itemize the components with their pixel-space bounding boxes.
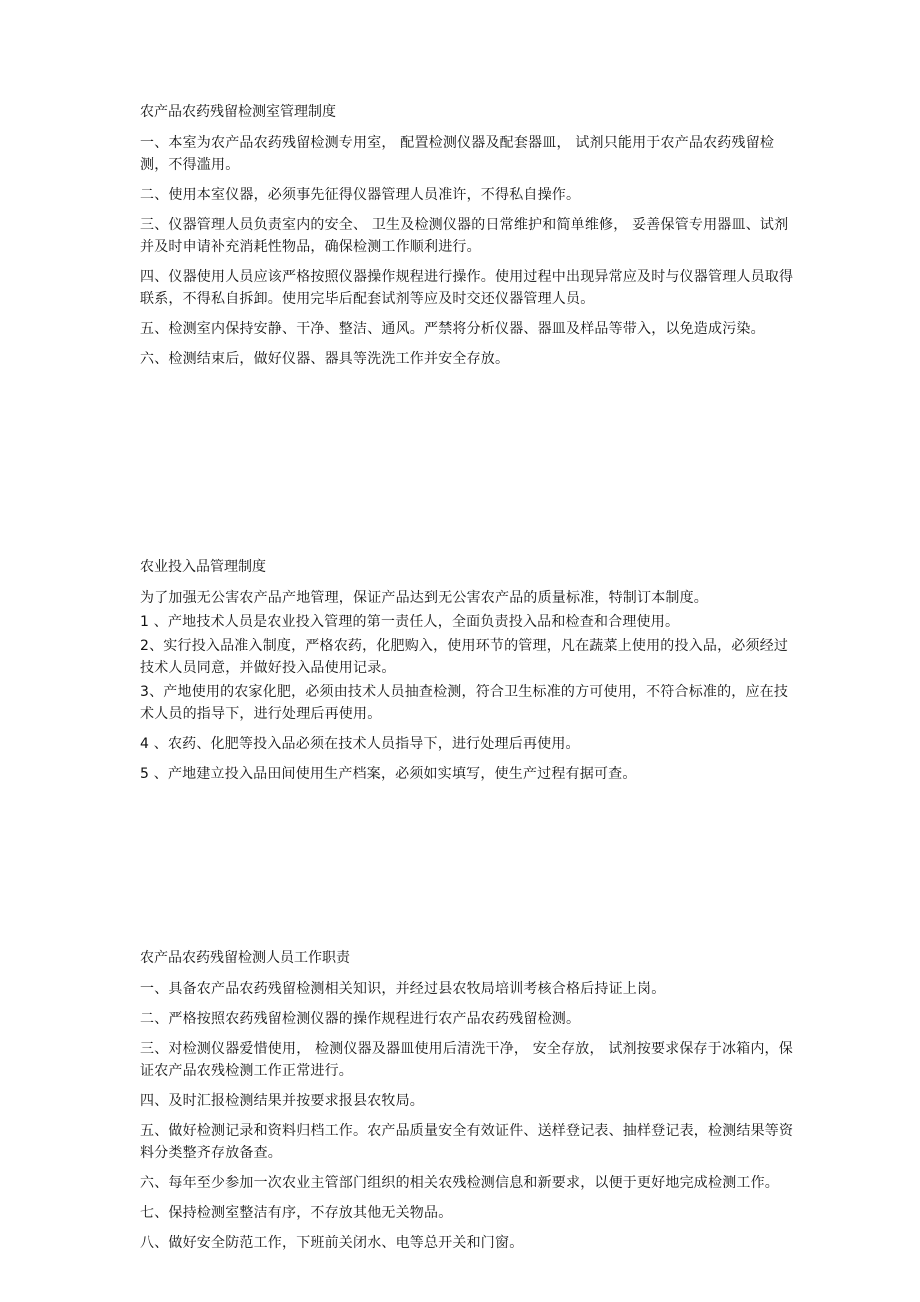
paragraph: 3、产地使用的农家化肥，必须由技术人员抽查检测，符合卫生标准的方可使用，不符合标准的，应在技术人员的指导下，进行处理后再使用。 (140, 684, 789, 722)
paragraph: 2、实行投入品准入制度，严格农药，化肥购入，使用环节的管理，凡在蔬菜上使用的投入品，必须经过技术人员同意，并做好投入品使用记录。 (140, 638, 789, 676)
section-title: 农业投入品管理制度 (140, 559, 266, 575)
paragraph: 六、每年至少参加一次农业主管部门组织的相关农残检测信息和新要求，以便于更好地完成检测工作。 (140, 1175, 779, 1191)
section-inspector-duties (140, 948, 800, 1262)
paragraph: 二、使用本室仪器，必须事先征得仪器管理人员准许，不得私自操作。 (140, 187, 581, 203)
paragraph: 一、本室为农产品农药残留检测专用室， 配置检测仪器及配套器皿， 试剂只能用于农产品农药残留检测，不得滥用。 (140, 135, 775, 173)
paragraph: 三、仪器管理人员负责室内的安全、 卫生及检测仪器的日常维护和简单维修， 妥善保管专用器皿、试剂并及时申请补充消耗性物品，确保检测工作顺利进行。 (140, 217, 789, 255)
section-lab-management (140, 102, 800, 378)
paragraph: 5 、产地建立投入品田间使用生产档案，必须如实填写，使生产过程有据可查。 (140, 766, 637, 782)
paragraph: 四、仪器使用人员应该严格按照仪器操作规程进行操作。使用过程中出现异常应及时与仪器管理人员取得联系，不得私自拆卸。使用完毕后配套试剂等应及时交还仪器管理人员。 (140, 269, 794, 307)
paragraph: 六、检测结束后，做好仪器、器具等洗洗工作并安全存放。 (140, 351, 510, 367)
paragraph: 八、做好安全防范工作，下班前关闭水、电等总开关和门窗。 (140, 1235, 524, 1251)
paragraph: 五、检测室内保持安静、干净、整洁、通风。严禁将分析仪器、器皿及样品等带入，以免造成污染。 (140, 321, 765, 337)
paragraph: 四、及时汇报检测结果并按要求报县农牧局。 (140, 1093, 424, 1109)
paragraph: 三、对检测仪器爱惜使用， 检测仪器及器皿使用后清洗干净， 安全存放， 试剂按要求保存于冰箱内，保证农产品农残检测工作正常进行。 (140, 1041, 793, 1079)
section-input-management (140, 557, 800, 787)
paragraph: 二、严格按照农药残留检测仪器的操作规程进行农产品农药残留检测。 (140, 1011, 581, 1027)
paragraph: 一、具备农产品农药残留检测相关知识，并经过县农牧局培训考核合格后持证上岗。 (140, 981, 666, 997)
paragraph: 五、做好检测记录和资料归档工作。农产品质量安全有效证件、送样登记表、抽样登记表，检测结果等资料分类整齐存放备查。 (140, 1123, 794, 1161)
section-title: 农产品农药残留检测人员工作职责 (140, 950, 350, 966)
paragraph: 为了加强无公害农产品产地管理，保证产品达到无公害农产品的质量标准，特制订本制度。 (140, 590, 708, 606)
section-title: 农产品农药残留检测室管理制度 (140, 104, 336, 120)
paragraph: 七、保持检测室整洁有序，不存放其他无关物品。 (140, 1205, 453, 1221)
paragraph: 1 、产地技术人员是农业投入管理的第一责任人，全面负责投入品和检查和合理使用。 (140, 614, 680, 630)
paragraph: 4 、农药、化肥等投入品必须在技术人员指导下，进行处理后再使用。 (140, 736, 580, 752)
